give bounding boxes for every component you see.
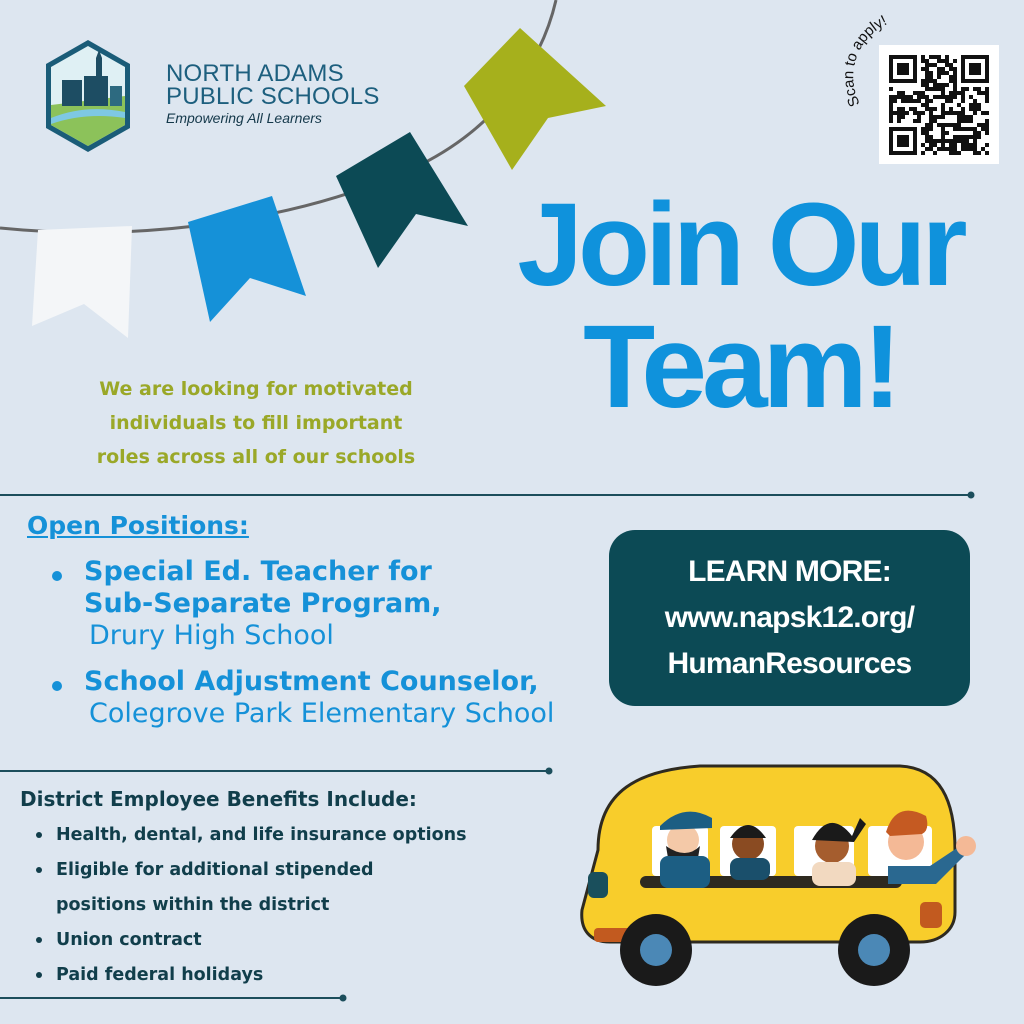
position-item <box>52 556 632 652</box>
district-name-line2: PUBLIC SCHOOLS <box>166 83 380 110</box>
headline <box>480 179 1000 433</box>
benefit-item <box>36 923 496 958</box>
scan-to-apply-text: Scan to apply! <box>840 12 890 110</box>
bunting-flag-blue <box>188 196 306 322</box>
position-school: Drury High School <box>89 620 334 651</box>
intro-line1: We are looking for motivated <box>99 378 413 400</box>
bullet-icon <box>52 681 62 691</box>
bunting-flag-teal <box>336 132 468 268</box>
bullet-icon <box>36 832 42 838</box>
benefit-text: Health, dental, and life insurance options <box>56 825 467 845</box>
open-positions-title: Open Positions: <box>27 511 249 540</box>
positions-list <box>52 556 632 730</box>
district-name-line1: NORTH ADAMS <box>166 60 344 87</box>
benefits-title: District Employee Benefits Include: <box>20 787 417 811</box>
benefit-item <box>36 853 496 888</box>
qr-code[interactable] <box>879 45 999 164</box>
learn-more-url-line1[interactable]: www.napsk12.org/ <box>664 601 915 634</box>
divider-bottom <box>0 995 347 1002</box>
bunting-flag-green <box>464 28 606 170</box>
benefit-text: positions within the district <box>56 895 330 915</box>
bullet-icon <box>36 972 42 978</box>
position-school: Colegrove Park Elementary School <box>89 698 555 729</box>
intro-text <box>56 372 456 474</box>
benefit-text: Union contract <box>56 930 202 950</box>
district-logo <box>166 62 380 126</box>
divider-middle <box>0 768 553 775</box>
bullet-icon <box>52 571 62 581</box>
school-logo-icon <box>46 40 130 152</box>
district-tagline: Empowering All Learners <box>166 110 322 126</box>
bunting-flag-white <box>32 226 132 338</box>
position-role: School Adjustment Counselor, <box>84 666 539 697</box>
benefit-item <box>36 818 496 853</box>
bullet-icon <box>36 867 42 873</box>
headline-line2: Team! <box>583 301 897 433</box>
benefit-item-continued <box>36 888 496 923</box>
benefit-text: Eligible for additional stipended <box>56 860 374 880</box>
divider-top <box>0 492 975 499</box>
learn-more-url-line2[interactable]: HumanResources <box>667 647 912 680</box>
school-bus-icon <box>582 766 976 986</box>
position-role: Sub-Separate Program, <box>84 588 442 619</box>
intro-line2: individuals to fill important <box>109 412 403 434</box>
intro-line3: roles across all of our schools <box>96 446 416 468</box>
learn-more-box[interactable] <box>609 530 970 706</box>
position-role: Special Ed. Teacher for <box>84 556 432 587</box>
headline-line1: Join Our <box>517 179 963 311</box>
position-item <box>52 666 632 730</box>
bullet-icon <box>36 937 42 943</box>
benefit-text: Paid federal holidays <box>56 965 264 985</box>
benefit-item <box>36 958 496 993</box>
benefits-list <box>36 818 496 993</box>
learn-more-heading: LEARN MORE: <box>688 555 891 588</box>
